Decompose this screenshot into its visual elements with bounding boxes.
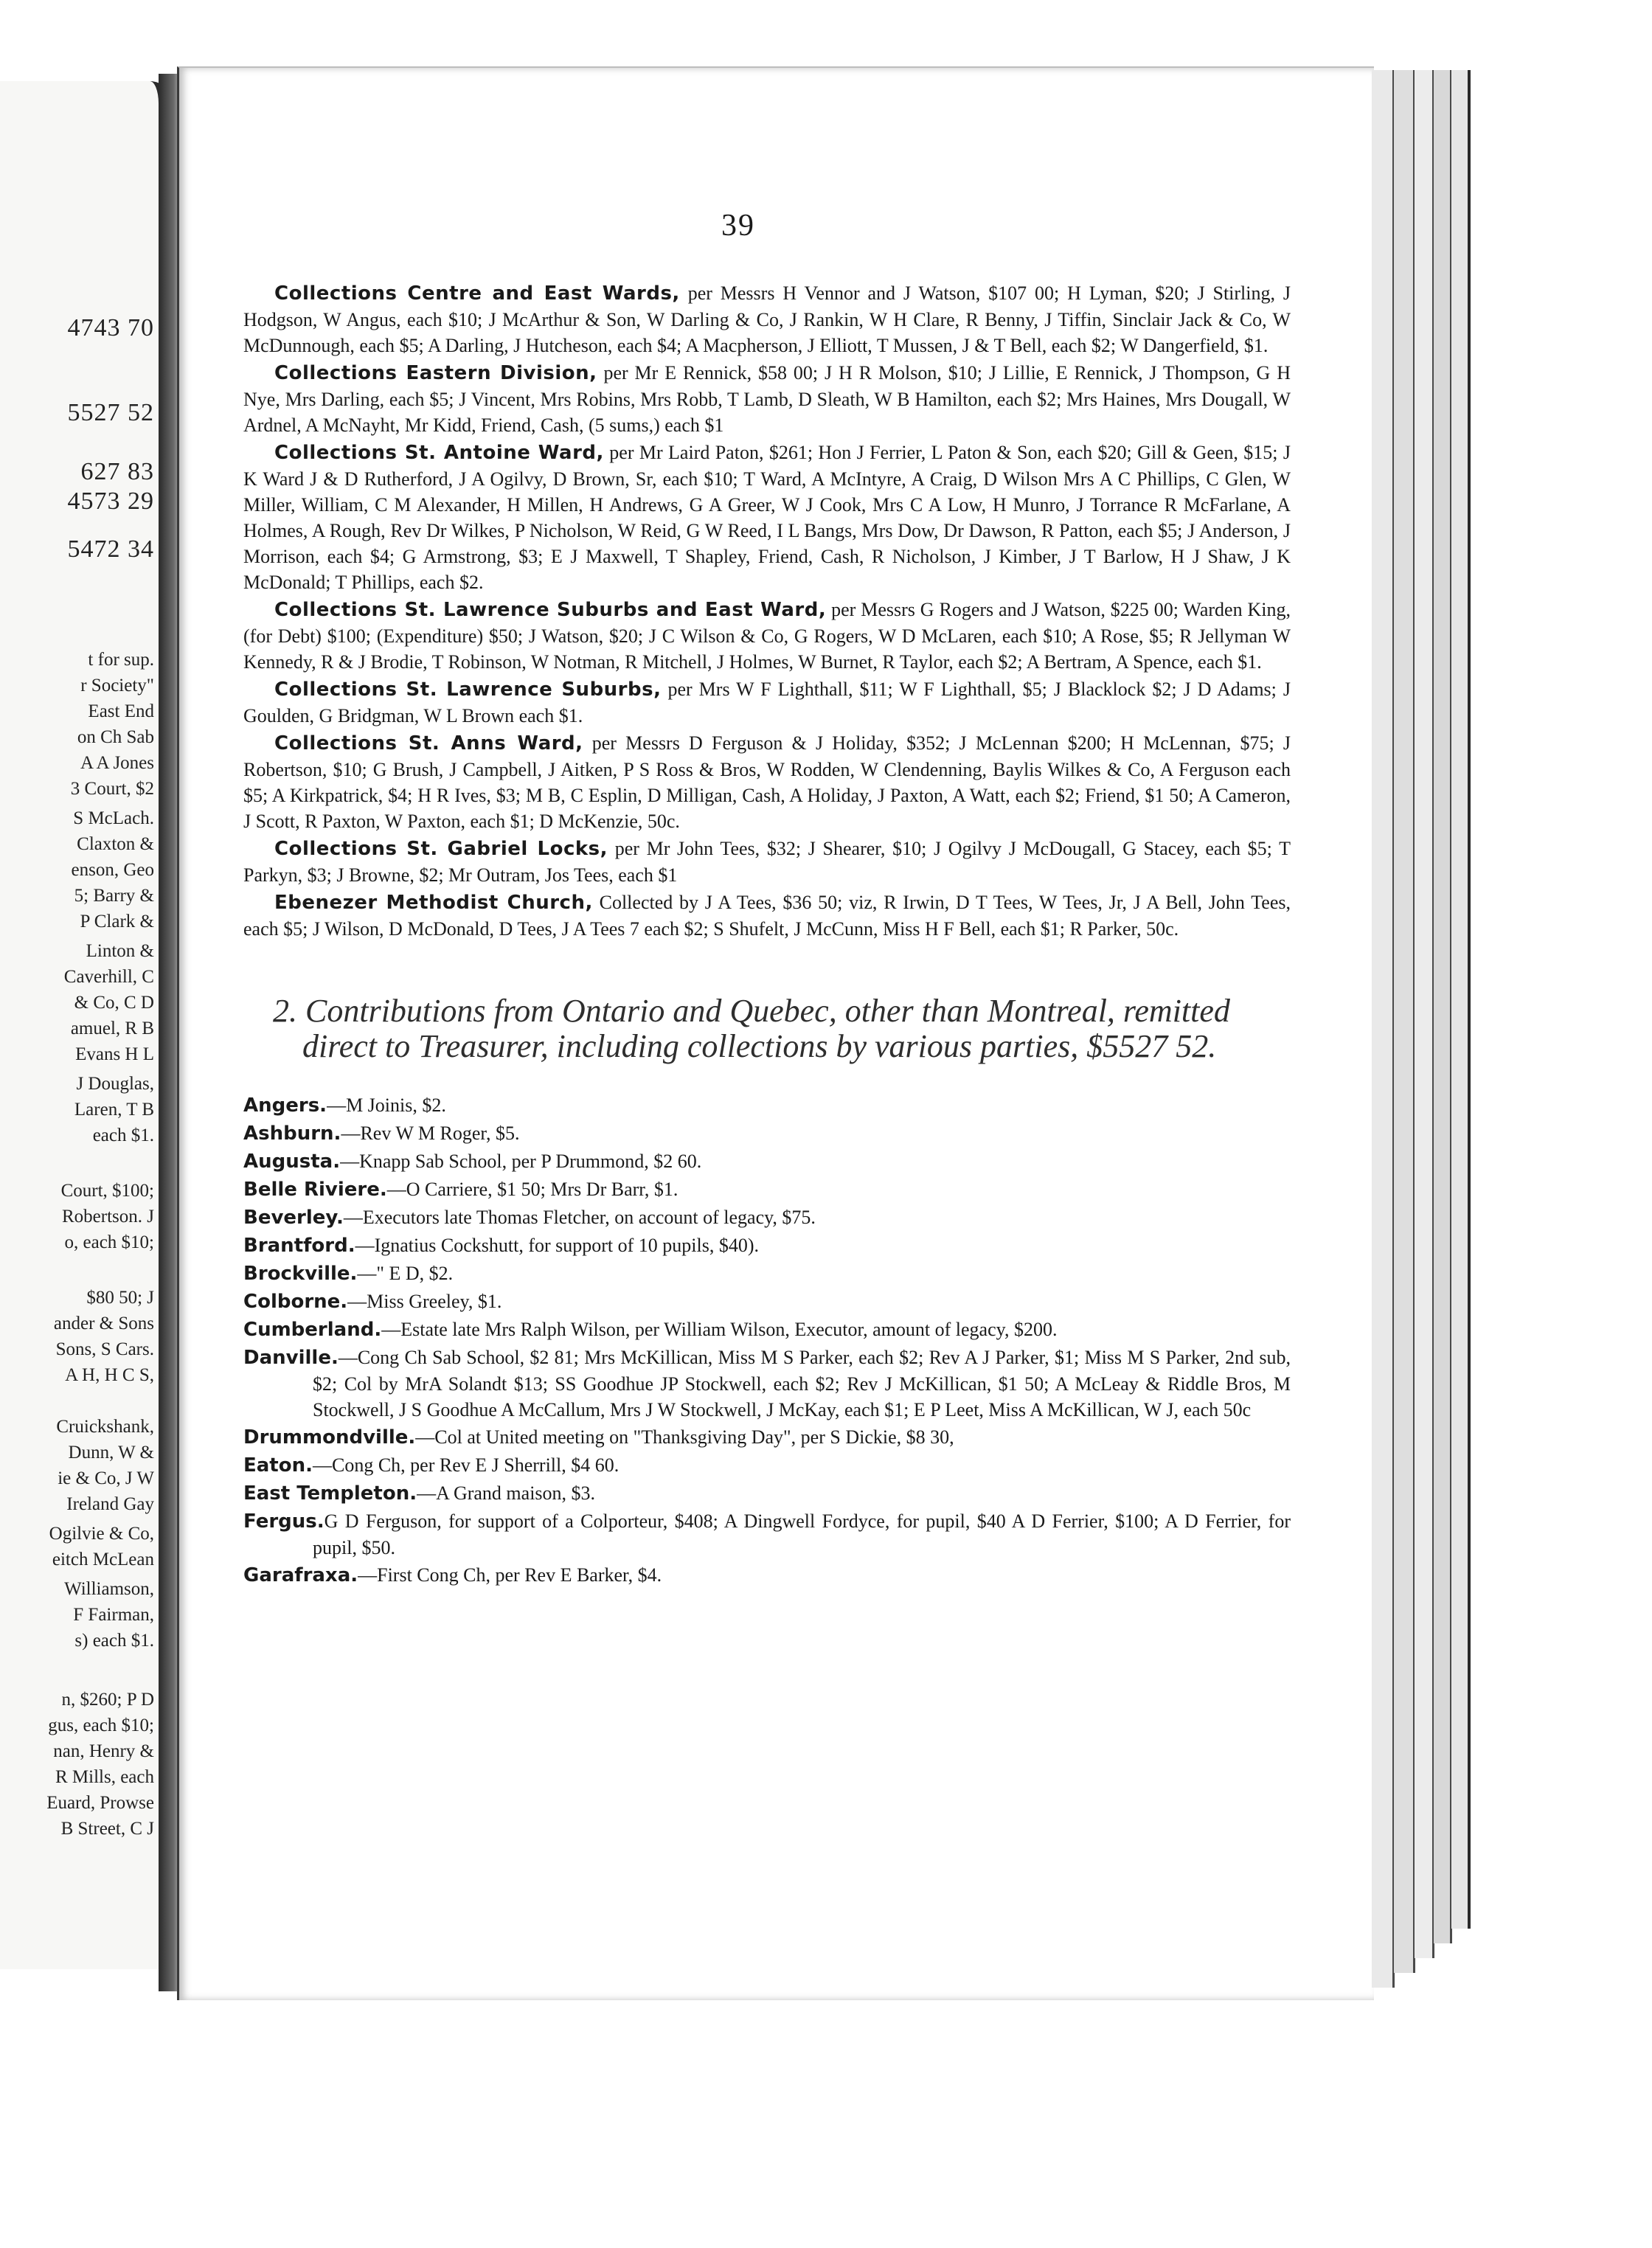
page-edge	[1394, 70, 1415, 1973]
place-text: —First Cong Ch, per Rev E Barker, $4.	[358, 1564, 662, 1586]
page-edge	[1372, 70, 1395, 1988]
previous-page-line: 3 Court, $2	[70, 779, 154, 799]
previous-page-line: A A Jones	[80, 753, 154, 773]
previous-page-line: amuel, R B	[70, 1019, 154, 1038]
previous-page-line: S McLach.	[73, 808, 154, 828]
place-text: —Estate late Mrs Ralph Wilson, per William Wilson, Executor, amount of legacy, $200.	[381, 1319, 1058, 1340]
place-name: Ashburn.	[243, 1123, 341, 1145]
previous-page-line: & Co, C D	[74, 993, 154, 1013]
previous-page-line: o, each $10;	[64, 1232, 154, 1252]
previous-page-line: Cruickshank,	[56, 1417, 154, 1437]
previous-page-line: eitch McLean	[52, 1550, 154, 1569]
place-entry	[243, 1092, 1291, 1119]
previous-page-line: 5; Barry &	[74, 886, 154, 906]
place-name: Danville.	[243, 1347, 339, 1369]
previous-page-line: 5472 34	[67, 535, 154, 563]
previous-page	[0, 81, 172, 1969]
place-name: Cumberland.	[243, 1319, 382, 1341]
previous-page-line: Williamson,	[64, 1579, 154, 1599]
collection-text: per Mr John Tees, $32; J Shearer, $10; J Ogilvy J McDougall, G Stacey, each $5; T Parkyn, $3; J Browne, $2; Mr Outram, Jos Tees, each $1	[243, 838, 1291, 886]
previous-page-line: $80 50; J	[86, 1288, 154, 1308]
place-name: Colborne.	[243, 1291, 348, 1313]
place-text: G D Ferguson, for support of a Colporteur, $408; A Dingwell Fordyce, for pupil, $40 A D Ferrier, $100; A D Ferrier, for pupil, $50.	[313, 1510, 1291, 1558]
collection-text: per Messrs D Ferguson & J Holiday, $352; J McLennan $200; H McLennan, $75; J Robertson, $10; G Brush, J Campbell, J Aitken, P S Ross & Bros, W Rodden, W Clendenning, Baylis Wilkes & Co, A Ferguson each $5; A Kirkpatrick, $4; H R Ives, $3; M B, C Esplin, D Milligan, Cash, A Holiday, J Paxton, A Watt, each $2; Friend, $1 50; A Cameron, J Scott, R Paxton, W Paxton, each $1; D McKenzie, 50c.	[243, 732, 1291, 832]
collection-entry	[243, 730, 1291, 834]
place-name: East Templeton.	[243, 1482, 417, 1505]
previous-page-line: Court, $100;	[60, 1181, 154, 1201]
places-list	[243, 1092, 1291, 1589]
previous-page-line: ander & Sons	[53, 1314, 154, 1333]
previous-page-line: R Mills, each	[55, 1767, 154, 1787]
previous-page-line: each $1.	[92, 1125, 154, 1145]
place-entry	[243, 1204, 1291, 1231]
previous-page-line: enson, Geo	[71, 860, 154, 880]
place-entry	[243, 1480, 1291, 1507]
page-content	[243, 199, 1291, 1590]
collection-heading: Collections Eastern Division,	[274, 362, 597, 384]
place-text: —Ignatius Cockshutt, for support of 10 pupils, $40).	[355, 1235, 760, 1256]
previous-page-line: n, $260; P D	[61, 1690, 154, 1710]
place-text: —Cong Ch, per Rev E J Sherrill, $4 60.	[312, 1454, 620, 1476]
previous-page-line: Dunn, W &	[68, 1443, 154, 1463]
previous-page-line: Sons, S Cars.	[55, 1339, 154, 1359]
place-name: Brantford.	[243, 1235, 355, 1257]
place-name: Beverley.	[243, 1207, 344, 1229]
previous-page-line: Ogilvie & Co,	[49, 1524, 154, 1544]
place-name: Angers.	[243, 1094, 327, 1117]
previous-page-line: t for sup.	[88, 650, 154, 670]
collections-list	[243, 280, 1291, 942]
collection-text: per Messrs H Vennor and J Watson, $107 00; H Lyman, $20; J Stirling, J Hodgson, W Angus, each $10; J McArthur & Son, W Darling & Co, J Rankin, W H Clare, R Benny, J Tiffin, Sinclair Jack & Co, W McDunnough, each $5; A Darling, J Hutcheson, each $4; A Macpherson, J Elliott, T Mussen, J & T Bell, each $2; W Dangerfield, $1.	[243, 282, 1291, 356]
page-number: 39	[721, 209, 755, 243]
collection-text: per Messrs G Rogers and J Watson, $225 00; Warden King, (for Debt) $100; (Expenditure) $50; J Watson, $20; J C Wilson & Co, G Rogers, W D McLaren, each $10; A Rose, $5; R Jellyman W Kennedy, R & J Brodie, T Robinson, W Notman, R Mitchell, J Holmes, W Burnet, R Taylor, each $2; A Bertram, A Spence, each $1.	[243, 599, 1291, 673]
place-text: —Cong Ch Sab School, $2 81; Mrs McKillican, Miss M S Parker, each $2; Rev A J Parker, $1; Miss M S Parker, 2nd sub, $2; Col by MrA Solandt $13; SS Goodhue JP Stockwell, each $2; Rev J McKillican, $1 50; A McLeay & Riddle Bros, M Stockwell, J S Goodhue A McCallum, Mrs J W Stockwell, J McKay, each $1; E P Leet, Miss A McKillican, W J, each 50c	[313, 1347, 1291, 1420]
collection-text: per Mr Laird Paton, $261; Hon J Ferrier, L Paton & Son, each $20; Gill & Geen, $15; J K Ward J & D Rutherford, J A Ogilvy, D Brown, Sr, each $10; T Ward, A McIntyre, A Craig, D Wilson Mrs A C Phillips, C Glen, W Miller, William, C M Alexander, H Millen, H Andrews, G A Greer, W J Cook, Mrs C A Low, H Munro, J Torrance R McFarlane, A Holmes, A Rough, Rev Dr Wilkes, P Nicholson, W Reid, G W Reed, I L Bangs, Mrs Dow, Dr Dawson, R Patton, each $5; J Anderson, J Morrison, each $4; G Armstrong, $3; E J Maxwell, T Shapley, Friend, Cash, R Nicholson, J Kimber, J T Barlow, H J Shaw, J K McDonald; T Phillips, each $2.	[243, 442, 1291, 593]
previous-page-line: Robertson. J	[62, 1207, 154, 1227]
previous-page-line: A H, H C S,	[65, 1365, 154, 1385]
place-entry	[243, 1508, 1291, 1561]
previous-page-line: gus, each $10;	[48, 1716, 154, 1735]
place-text: —Executors late Thomas Fletcher, on account of legacy, $75.	[343, 1207, 816, 1228]
previous-page-line: on Ch Sab	[77, 727, 154, 747]
place-text: —Miss Greeley, $1.	[347, 1291, 502, 1312]
place-text: —Knapp Sab School, per P Drummond, $2 60.	[340, 1151, 702, 1172]
page-edge	[1434, 70, 1452, 1943]
place-name: Belle Riviere.	[243, 1179, 387, 1201]
previous-page-line: ie & Co, J W	[58, 1468, 154, 1488]
place-entry	[243, 1260, 1291, 1287]
collection-text: per Mrs W F Lighthall, $11; W F Lighthall, $5; J Blacklock $2; J D Adams; J Goulden, G Bridgman, W L Brown each $1.	[243, 679, 1291, 726]
previous-page-line: r Society"	[80, 676, 154, 695]
collection-entry	[243, 597, 1291, 675]
place-entry	[243, 1232, 1291, 1259]
place-name: Eaton.	[243, 1454, 313, 1477]
previous-page-line: Caverhill, C	[63, 967, 154, 987]
previous-page-line: Linton &	[86, 941, 154, 961]
place-name: Garafraxa.	[243, 1564, 358, 1586]
place-text: —A Grand maison, $3.	[417, 1482, 596, 1504]
collection-entry	[243, 280, 1291, 358]
collection-heading: Collections St. Anns Ward,	[274, 732, 583, 754]
place-name: Drummondville.	[243, 1426, 416, 1449]
collection-heading: Collections Centre and East Wards,	[274, 282, 680, 305]
page-edge	[1451, 70, 1471, 1929]
page-edge	[1415, 70, 1434, 1958]
place-text: —Rev W M Roger, $5.	[341, 1123, 520, 1144]
collection-heading: Collections St. Lawrence Suburbs,	[274, 679, 662, 701]
previous-page-line: Laren, T B	[74, 1100, 154, 1120]
place-entry	[243, 1345, 1291, 1423]
place-name: Fergus.	[243, 1510, 324, 1533]
place-entry	[243, 1316, 1291, 1343]
collection-entry	[243, 676, 1291, 729]
place-entry	[243, 1120, 1291, 1147]
previous-page-line: nan, Henry &	[53, 1741, 154, 1761]
place-entry	[243, 1176, 1291, 1203]
collection-heading: Ebenezer Methodist Church,	[274, 892, 593, 914]
collection-entry	[243, 440, 1291, 595]
previous-page-line: P Clark &	[80, 912, 154, 932]
collection-entry	[243, 889, 1291, 942]
place-entry	[243, 1148, 1291, 1175]
previous-page-line: Evans H L	[75, 1044, 154, 1064]
section-heading: 2. Contributions from Ontario and Quebec, other than Montreal, remitted direct to Treasurer, including collections by various parties, $5527 52.	[273, 993, 1230, 1064]
place-entry	[243, 1562, 1291, 1589]
place-entry	[243, 1424, 1291, 1451]
previous-page-line: F Fairman,	[73, 1605, 154, 1625]
collection-text: per Mr E Rennick, $58 00; J H R Molson, $10; J Lillie, E Rennick, J Thompson, G H Nye, Mrs Darling, each $5; J Vincent, Mrs Robins, Mrs Robb, T Lamb, D Sleath, W B Hamilton, each $2; Mrs Haines, Mrs Dougall, W Ardnel, A McNayht, Mr Kidd, Friend, Cash, (5 sums,) each $1	[243, 362, 1291, 436]
collection-entry	[243, 360, 1291, 438]
place-entry	[243, 1452, 1291, 1479]
previous-page-line: East End	[88, 701, 154, 721]
collection-heading: Collections St. Lawrence Suburbs and East Ward,	[274, 599, 827, 621]
place-text: —Col at United meeting on "Thanksgiving Day", per S Dickie, $8 30,	[415, 1426, 954, 1448]
previous-page-line: Euard, Prowse	[46, 1793, 154, 1813]
place-entry	[243, 1288, 1291, 1315]
previous-page-line: 4743 70	[67, 314, 154, 341]
place-name: Brockville.	[243, 1263, 358, 1285]
collection-entry	[243, 836, 1291, 888]
collection-heading: Collections St. Gabriel Locks,	[274, 838, 608, 860]
place-text: —" E D, $2.	[357, 1263, 454, 1284]
previous-page-line: s) each $1.	[74, 1631, 154, 1651]
previous-page-line: Claxton &	[77, 834, 154, 854]
previous-page-line: J Douglas,	[76, 1074, 154, 1094]
collection-text: Collected by J A Tees, $36 50; viz, R Irwin, D T Tees, W Tees, Jr, J A Bell, John Tees, each $5; J Wilson, D McDonald, D Tees, J A Tees 7 each $2; S Shufelt, J McCunn, Miss H F Bell, each $1; R Parker, 50c.	[243, 892, 1291, 940]
previous-page-line: 627 83	[80, 458, 154, 485]
place-name: Augusta.	[243, 1151, 341, 1173]
previous-page-line: Ireland Gay	[66, 1494, 154, 1514]
previous-page-line: B Street, C J	[60, 1819, 154, 1839]
previous-page-line: 4573 29	[67, 488, 154, 515]
place-text: —O Carriere, $1 50; Mrs Dr Barr, $1.	[386, 1179, 678, 1200]
collection-heading: Collections St. Antoine Ward,	[274, 442, 604, 464]
place-text: —M Joinis, $2.	[327, 1094, 446, 1116]
previous-page-line: 5527 52	[67, 399, 154, 426]
